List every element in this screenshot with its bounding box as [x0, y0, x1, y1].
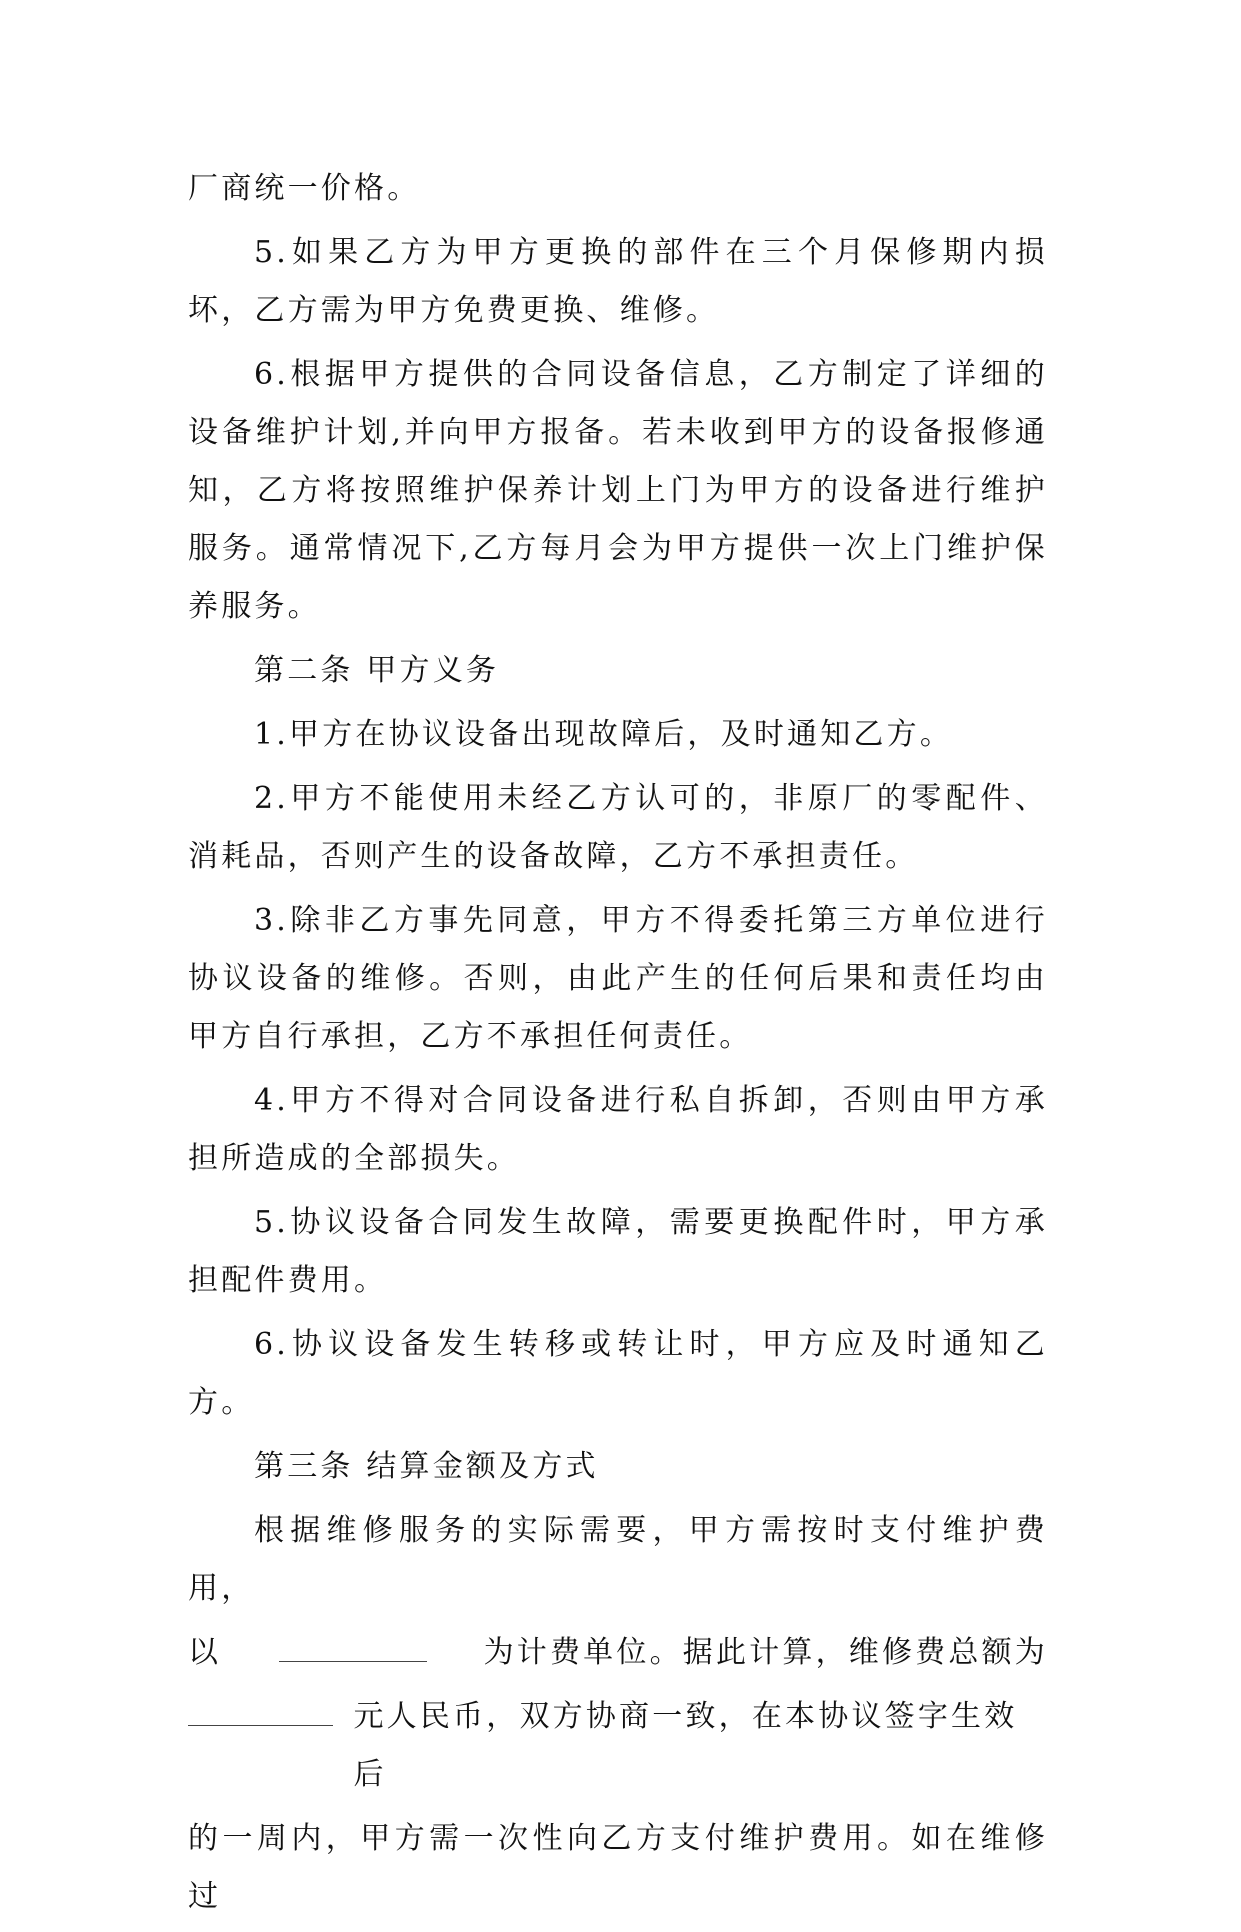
settlement-line-1: 根据维修服务的实际需要，甲方需按时支付维护费用，	[188, 1513, 1048, 1606]
total-amount-blank	[188, 1703, 333, 1726]
paragraph-obligation-2: 2.甲方不能使用未经乙方认可的，非原厂的零配件、消耗品，否则产生的设备故障，乙方不承担责任。	[188, 781, 1048, 874]
paragraph-obligation-3: 3.除非乙方事先同意，甲方不得委托第三方单位进行协议设备的维修。否则，由此产生的任何后果和责任均由甲方自行承担，乙方不承担任何责任。	[188, 903, 1048, 1054]
paragraph-obligation-6: 6.协议设备发生转移或转让时，甲方应及时通知乙方。	[188, 1327, 1048, 1420]
paragraph-settlement	[188, 1502, 1048, 1926]
settlement-line-3-suffix: 元人民币，双方协商一致，在本协议签字生效后	[353, 1699, 1018, 1792]
paragraph-obligation-4: 4.甲方不得对合同设备进行私自拆卸，否则由甲方承担所造成的全部损失。	[188, 1083, 1048, 1176]
settlement-line-3	[188, 1688, 1048, 1804]
paragraph-obligation-5: 5.协议设备合同发生故障，需要更换配件时，甲方承担配件费用。	[188, 1205, 1048, 1298]
settlement-line-2-suffix: 为计费单位。据此计算，维修费总额为	[483, 1635, 1048, 1670]
paragraph-maintenance-plan: 6.根据甲方提供的合同设备信息，乙方制定了详细的设备维护计划,并向甲方报备。若未收到甲方的设备报修通知，乙方将按照维护保养计划上门为甲方的设备进行维护服务。通常情况下,乙方每月会为甲方提供一次上门维护保养服务。	[188, 357, 1048, 624]
paragraph-price-note: 厂商统一价格。	[188, 171, 421, 206]
paragraph-obligation-1: 1.甲方在协议设备出现故障后，及时通知乙方。	[254, 717, 954, 752]
settlement-line-2	[188, 1624, 1048, 1682]
settlement-line-4: 的一周内，甲方需一次性向乙方支付维护费用。如在维修过	[188, 1821, 1048, 1914]
section-heading-party-a-obligations: 第二条 甲方义务	[254, 653, 500, 688]
section-heading-settlement: 第三条 结算金额及方式	[254, 1449, 599, 1484]
billing-unit-blank	[279, 1639, 427, 1662]
document-body	[188, 160, 1048, 1932]
settlement-line-2-prefix: 以	[188, 1635, 222, 1670]
paragraph-part-warranty: 5.如果乙方为甲方更换的部件在三个月保修期内损坏，乙方需为甲方免费更换、维修。	[188, 235, 1048, 328]
